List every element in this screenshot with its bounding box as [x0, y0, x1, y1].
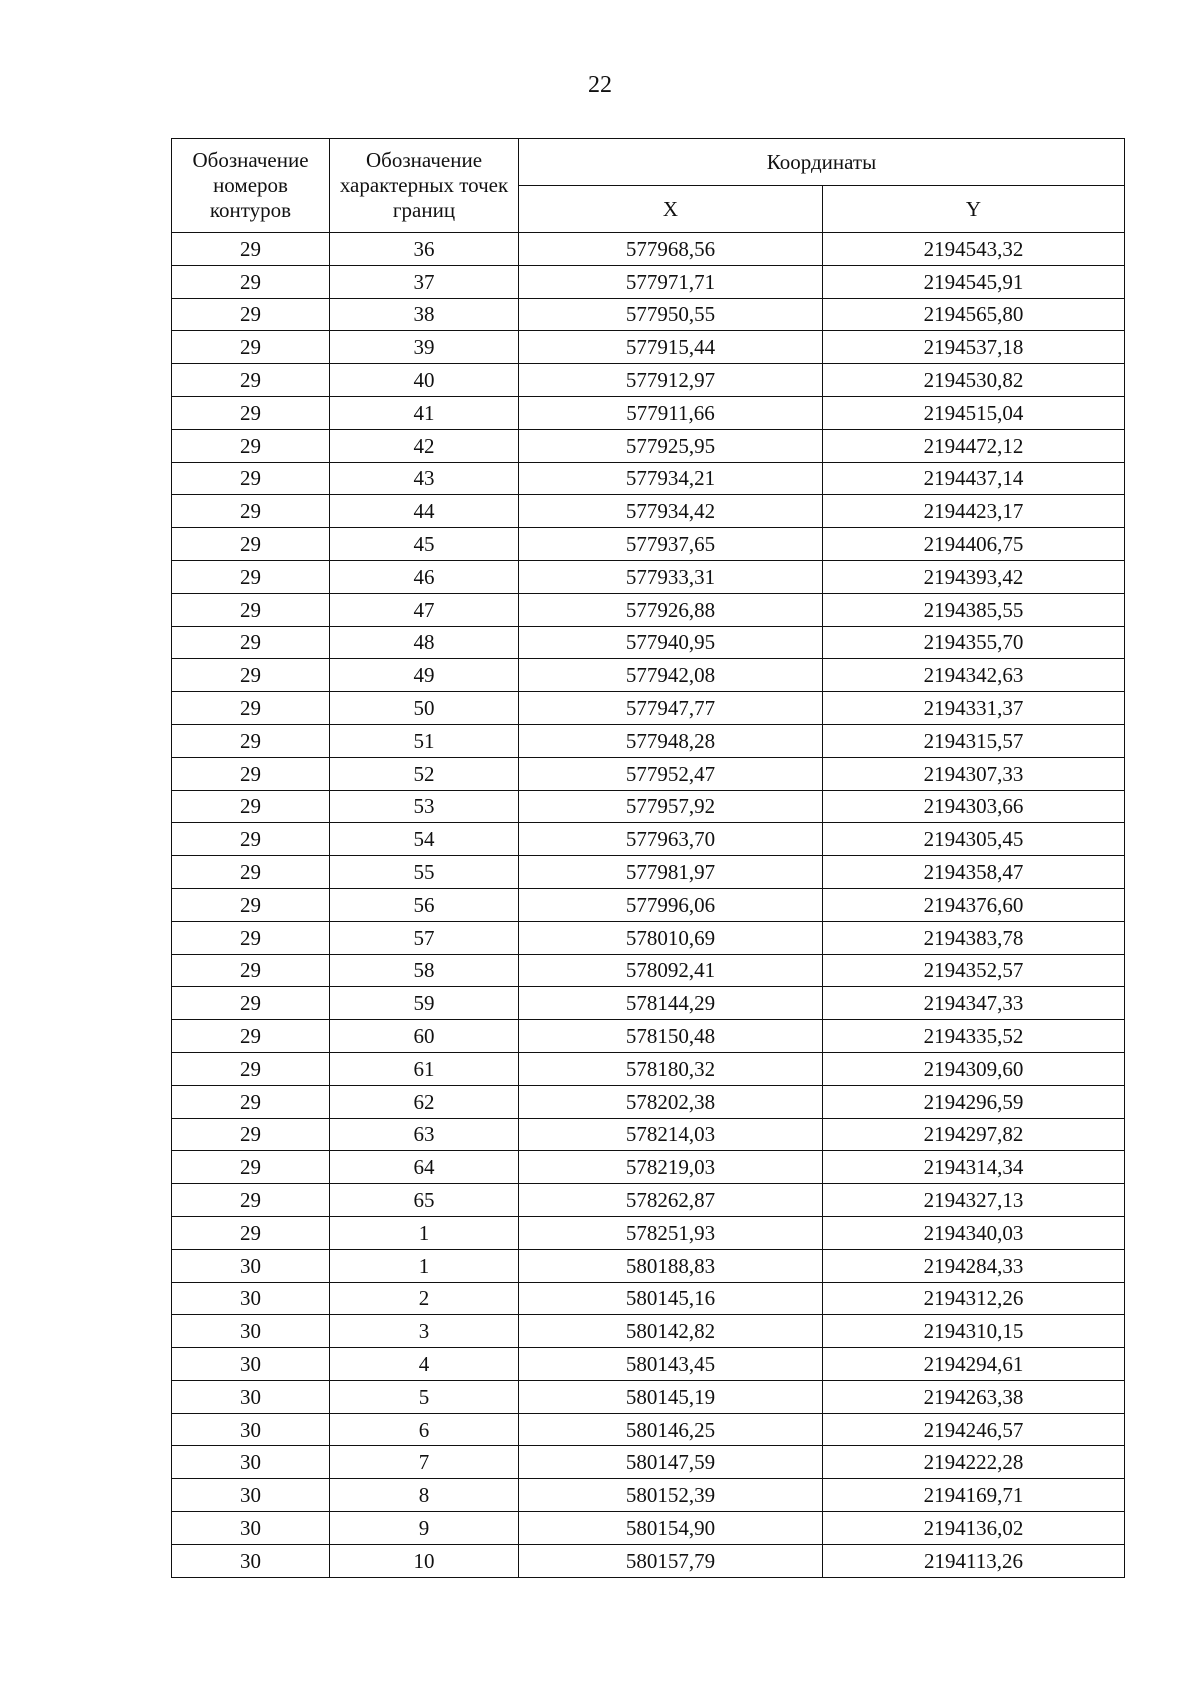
y-coordinate-cell: 2194543,32	[823, 233, 1125, 266]
y-coordinate-cell: 2194355,70	[823, 626, 1125, 659]
point-number-cell: 41	[330, 396, 519, 429]
x-coordinate-cell: 577925,95	[519, 429, 823, 462]
y-coordinate-cell: 2194294,61	[823, 1348, 1125, 1381]
table-row	[172, 921, 1125, 954]
point-number-cell: 52	[330, 757, 519, 790]
x-coordinate-cell: 577937,65	[519, 528, 823, 561]
x-coordinate-cell: 577957,92	[519, 790, 823, 823]
x-coordinate-cell: 578262,87	[519, 1184, 823, 1217]
y-coordinate-cell: 2194303,66	[823, 790, 1125, 823]
table-row	[172, 1446, 1125, 1479]
point-number-cell: 50	[330, 692, 519, 725]
x-coordinate-cell: 580157,79	[519, 1544, 823, 1577]
table-row	[172, 331, 1125, 364]
point-number-cell: 51	[330, 724, 519, 757]
y-coordinate-cell: 2194307,33	[823, 757, 1125, 790]
contour-number-cell: 29	[172, 1020, 330, 1053]
point-number-cell: 57	[330, 921, 519, 954]
table-row	[172, 1085, 1125, 1118]
y-coordinate-cell: 2194472,12	[823, 429, 1125, 462]
table-row	[172, 233, 1125, 266]
x-coordinate-cell: 577942,08	[519, 659, 823, 692]
y-coordinate-cell: 2194383,78	[823, 921, 1125, 954]
y-coordinate-cell: 2194406,75	[823, 528, 1125, 561]
contour-number-cell: 29	[172, 364, 330, 397]
y-coordinate-cell: 2194310,15	[823, 1315, 1125, 1348]
contour-number-cell: 29	[172, 757, 330, 790]
table-row	[172, 1479, 1125, 1512]
x-coordinate-cell: 577971,71	[519, 265, 823, 298]
contour-number-cell: 29	[172, 462, 330, 495]
x-coordinate-cell: 577934,21	[519, 462, 823, 495]
table-row	[172, 1348, 1125, 1381]
table-row	[172, 823, 1125, 856]
x-coordinate-cell: 578010,69	[519, 921, 823, 954]
contour-number-cell: 29	[172, 1184, 330, 1217]
contour-number-cell: 29	[172, 265, 330, 298]
contour-number-cell: 30	[172, 1315, 330, 1348]
contour-number-cell: 29	[172, 560, 330, 593]
y-coordinate-cell: 2194297,82	[823, 1118, 1125, 1151]
point-number-cell: 1	[330, 1249, 519, 1282]
x-coordinate-cell: 578150,48	[519, 1020, 823, 1053]
x-coordinate-cell: 577950,55	[519, 298, 823, 331]
point-number-cell: 6	[330, 1413, 519, 1446]
point-number-cell: 48	[330, 626, 519, 659]
table-row	[172, 1315, 1125, 1348]
point-number-cell: 63	[330, 1118, 519, 1151]
contour-number-cell: 29	[172, 823, 330, 856]
y-coordinate-cell: 2194331,37	[823, 692, 1125, 725]
table-row	[172, 856, 1125, 889]
y-coordinate-cell: 2194284,33	[823, 1249, 1125, 1282]
point-number-cell: 64	[330, 1151, 519, 1184]
x-coordinate-cell: 577996,06	[519, 888, 823, 921]
contour-number-cell: 29	[172, 1052, 330, 1085]
contour-number-cell: 30	[172, 1413, 330, 1446]
table-row	[172, 724, 1125, 757]
contour-number-cell: 29	[172, 429, 330, 462]
y-coordinate-cell: 2194515,04	[823, 396, 1125, 429]
contour-number-cell: 29	[172, 790, 330, 823]
point-number-cell: 47	[330, 593, 519, 626]
table-row	[172, 1282, 1125, 1315]
point-number-cell: 9	[330, 1512, 519, 1545]
y-coordinate-cell: 2194393,42	[823, 560, 1125, 593]
y-coordinate-cell: 2194312,26	[823, 1282, 1125, 1315]
contour-number-cell: 29	[172, 921, 330, 954]
x-coordinate-cell: 580188,83	[519, 1249, 823, 1282]
contour-number-cell: 29	[172, 659, 330, 692]
contour-number-cell: 29	[172, 495, 330, 528]
y-coordinate-cell: 2194376,60	[823, 888, 1125, 921]
point-number-cell: 54	[330, 823, 519, 856]
x-coordinate-cell: 577968,56	[519, 233, 823, 266]
table-row	[172, 265, 1125, 298]
table-body	[172, 233, 1125, 1578]
x-coordinate-cell: 580146,25	[519, 1413, 823, 1446]
y-coordinate-cell: 2194305,45	[823, 823, 1125, 856]
y-coordinate-cell: 2194352,57	[823, 954, 1125, 987]
point-number-cell: 60	[330, 1020, 519, 1053]
point-number-cell: 49	[330, 659, 519, 692]
y-coordinate-cell: 2194309,60	[823, 1052, 1125, 1085]
contour-number-cell: 29	[172, 856, 330, 889]
contour-number-cell: 30	[172, 1282, 330, 1315]
table-row	[172, 429, 1125, 462]
contour-number-cell: 29	[172, 692, 330, 725]
x-coordinate-cell: 578219,03	[519, 1151, 823, 1184]
table-row	[172, 626, 1125, 659]
point-number-cell: 8	[330, 1479, 519, 1512]
contour-number-cell: 29	[172, 396, 330, 429]
y-coordinate-cell: 2194537,18	[823, 331, 1125, 364]
y-coordinate-cell: 2194296,59	[823, 1085, 1125, 1118]
x-coordinate-cell: 580147,59	[519, 1446, 823, 1479]
table-row	[172, 560, 1125, 593]
point-number-cell: 1	[330, 1216, 519, 1249]
x-coordinate-cell: 577963,70	[519, 823, 823, 856]
x-coordinate-cell: 577934,42	[519, 495, 823, 528]
table-row	[172, 1151, 1125, 1184]
point-number-cell: 40	[330, 364, 519, 397]
table-row	[172, 1052, 1125, 1085]
table-row	[172, 593, 1125, 626]
point-number-cell: 56	[330, 888, 519, 921]
y-coordinate-cell: 2194263,38	[823, 1380, 1125, 1413]
y-coordinate-cell: 2194545,91	[823, 265, 1125, 298]
x-coordinate-cell: 577911,66	[519, 396, 823, 429]
point-number-cell: 2	[330, 1282, 519, 1315]
y-coordinate-cell: 2194347,33	[823, 987, 1125, 1020]
page-number: 22	[588, 72, 612, 98]
x-coordinate-cell: 577933,31	[519, 560, 823, 593]
table-row	[172, 659, 1125, 692]
point-number-cell: 42	[330, 429, 519, 462]
table-row	[172, 298, 1125, 331]
y-coordinate-cell: 2194136,02	[823, 1512, 1125, 1545]
x-coordinate-cell: 580143,45	[519, 1348, 823, 1381]
coordinates-header: Координаты	[519, 139, 1125, 186]
contour-number-cell: 29	[172, 954, 330, 987]
x-column-header: X	[519, 186, 823, 233]
table-row	[172, 396, 1125, 429]
point-number-cell: 59	[330, 987, 519, 1020]
table-row	[172, 1512, 1125, 1545]
contour-number-cell: 29	[172, 626, 330, 659]
contour-number-cell: 30	[172, 1446, 330, 1479]
contour-number-cell: 30	[172, 1249, 330, 1282]
point-number-cell: 61	[330, 1052, 519, 1085]
contour-number-cell: 29	[172, 528, 330, 561]
y-coordinate-cell: 2194342,63	[823, 659, 1125, 692]
point-number-cell: 5	[330, 1380, 519, 1413]
contour-number-cell: 29	[172, 331, 330, 364]
point-number-cell: 7	[330, 1446, 519, 1479]
x-coordinate-cell: 580152,39	[519, 1479, 823, 1512]
point-number-cell: 36	[330, 233, 519, 266]
y-column-header: Y	[823, 186, 1125, 233]
x-coordinate-cell: 577915,44	[519, 331, 823, 364]
x-coordinate-cell: 580145,16	[519, 1282, 823, 1315]
contour-number-header: Обозначение номеров контуров	[172, 139, 330, 233]
boundary-point-header: Обозначение характерных точек границ	[330, 139, 519, 233]
contour-number-cell: 29	[172, 1118, 330, 1151]
x-coordinate-cell: 578214,03	[519, 1118, 823, 1151]
y-coordinate-cell: 2194113,26	[823, 1544, 1125, 1577]
table-row	[172, 364, 1125, 397]
point-number-cell: 58	[330, 954, 519, 987]
point-number-cell: 43	[330, 462, 519, 495]
y-coordinate-cell: 2194222,28	[823, 1446, 1125, 1479]
point-number-cell: 4	[330, 1348, 519, 1381]
point-number-cell: 55	[330, 856, 519, 889]
x-coordinate-cell: 577952,47	[519, 757, 823, 790]
table-row	[172, 954, 1125, 987]
contour-number-cell: 29	[172, 298, 330, 331]
contour-number-cell: 29	[172, 987, 330, 1020]
x-coordinate-cell: 577940,95	[519, 626, 823, 659]
point-number-cell: 10	[330, 1544, 519, 1577]
contour-number-cell: 29	[172, 724, 330, 757]
point-number-cell: 65	[330, 1184, 519, 1217]
point-number-cell: 39	[330, 331, 519, 364]
y-coordinate-cell: 2194385,55	[823, 593, 1125, 626]
x-coordinate-cell: 580154,90	[519, 1512, 823, 1545]
y-coordinate-cell: 2194437,14	[823, 462, 1125, 495]
contour-number-cell: 30	[172, 1479, 330, 1512]
y-coordinate-cell: 2194565,80	[823, 298, 1125, 331]
x-coordinate-cell: 577926,88	[519, 593, 823, 626]
table-row	[172, 790, 1125, 823]
contour-number-cell: 30	[172, 1380, 330, 1413]
table-row	[172, 1118, 1125, 1151]
contour-number-cell: 29	[172, 233, 330, 266]
x-coordinate-cell: 577948,28	[519, 724, 823, 757]
y-coordinate-cell: 2194530,82	[823, 364, 1125, 397]
contour-number-cell: 29	[172, 1151, 330, 1184]
table-row	[172, 1380, 1125, 1413]
point-number-cell: 38	[330, 298, 519, 331]
y-coordinate-cell: 2194327,13	[823, 1184, 1125, 1217]
y-coordinate-cell: 2194315,57	[823, 724, 1125, 757]
table-row	[172, 1413, 1125, 1446]
x-coordinate-cell: 580142,82	[519, 1315, 823, 1348]
x-coordinate-cell: 578251,93	[519, 1216, 823, 1249]
x-coordinate-cell: 577912,97	[519, 364, 823, 397]
y-coordinate-cell: 2194335,52	[823, 1020, 1125, 1053]
table-row	[172, 1249, 1125, 1282]
x-coordinate-cell: 577981,97	[519, 856, 823, 889]
contour-number-cell: 30	[172, 1544, 330, 1577]
point-number-cell: 3	[330, 1315, 519, 1348]
contour-number-cell: 29	[172, 593, 330, 626]
table-row	[172, 1216, 1125, 1249]
x-coordinate-cell: 577947,77	[519, 692, 823, 725]
y-coordinate-cell: 2194358,47	[823, 856, 1125, 889]
table-row	[172, 1184, 1125, 1217]
point-number-cell: 45	[330, 528, 519, 561]
table-row	[172, 757, 1125, 790]
x-coordinate-cell: 578202,38	[519, 1085, 823, 1118]
y-coordinate-cell: 2194314,34	[823, 1151, 1125, 1184]
table-row	[172, 1020, 1125, 1053]
table-row	[172, 528, 1125, 561]
table-row	[172, 462, 1125, 495]
contour-number-cell: 30	[172, 1512, 330, 1545]
y-coordinate-cell: 2194423,17	[823, 495, 1125, 528]
contour-number-cell: 29	[172, 1216, 330, 1249]
coordinates-table	[171, 138, 1125, 1578]
contour-number-cell: 30	[172, 1348, 330, 1381]
point-number-cell: 62	[330, 1085, 519, 1118]
y-coordinate-cell: 2194246,57	[823, 1413, 1125, 1446]
contour-number-cell: 29	[172, 1085, 330, 1118]
table-row	[172, 692, 1125, 725]
table-row	[172, 495, 1125, 528]
point-number-cell: 53	[330, 790, 519, 823]
contour-number-cell: 29	[172, 888, 330, 921]
x-coordinate-cell: 578144,29	[519, 987, 823, 1020]
table-header	[172, 139, 1125, 233]
x-coordinate-cell: 578092,41	[519, 954, 823, 987]
x-coordinate-cell: 578180,32	[519, 1052, 823, 1085]
point-number-cell: 46	[330, 560, 519, 593]
table-row	[172, 1544, 1125, 1577]
y-coordinate-cell: 2194340,03	[823, 1216, 1125, 1249]
y-coordinate-cell: 2194169,71	[823, 1479, 1125, 1512]
table-row	[172, 987, 1125, 1020]
point-number-cell: 37	[330, 265, 519, 298]
point-number-cell: 44	[330, 495, 519, 528]
table-row	[172, 888, 1125, 921]
x-coordinate-cell: 580145,19	[519, 1380, 823, 1413]
